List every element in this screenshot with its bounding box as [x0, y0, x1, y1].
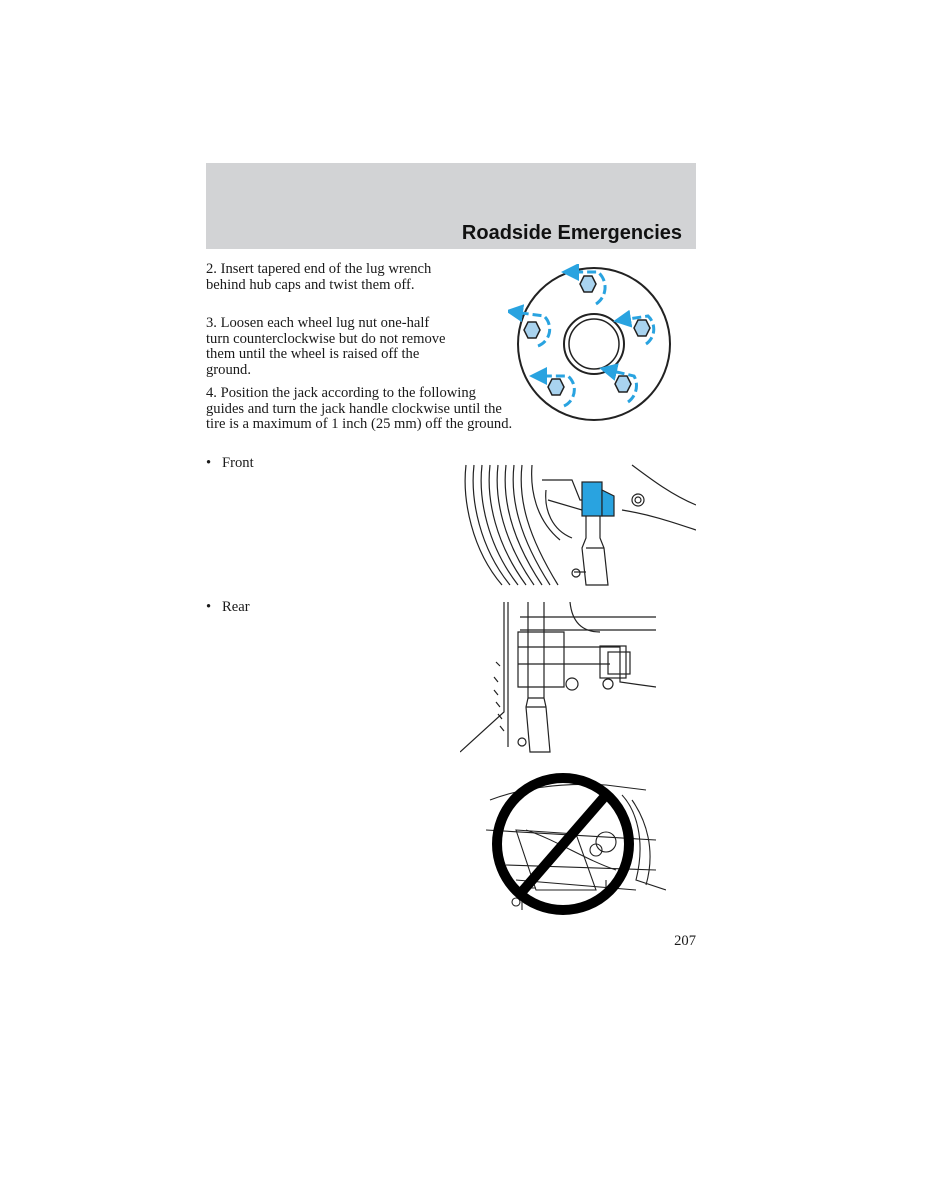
wheel-lug-nut-diagram	[508, 264, 678, 424]
section-header-band	[206, 163, 696, 249]
lug-nut-icon	[548, 379, 564, 395]
incorrect-jack-placement-diagram	[486, 770, 666, 920]
lug-nut-icon	[580, 276, 596, 292]
jack-saddle-highlight	[582, 482, 602, 516]
section-title: Roadside Emergencies	[461, 222, 682, 244]
bullet-rear	[206, 599, 250, 615]
bullet-symbol: •	[206, 599, 212, 615]
rear-jack-diagram	[460, 602, 656, 754]
bullet-label: Rear	[222, 599, 250, 615]
step-4-text: 4. Position the jack according to the following guides and turn the jack handle clockwise until the tire is a maximum of 1 inch (25 mm) off the ground.	[206, 385, 513, 433]
lug-nut-icon	[615, 376, 631, 392]
bullet-label: Front	[222, 455, 254, 471]
lug-nut-icon	[634, 320, 650, 336]
bullet-front	[206, 455, 254, 471]
bullet-symbol: •	[206, 455, 212, 471]
lug-nut-icon	[524, 322, 540, 338]
front-jack-diagram	[462, 460, 696, 590]
step-3-text: 3. Loosen each wheel lug nut one-half turn counterclockwise but do not remove them until the wheel is raised off the ground.	[206, 315, 446, 378]
step-2-text: 2. Insert tapered end of the lug wrench behind hub caps and twist them off.	[206, 261, 432, 293]
page-number: 207	[674, 933, 696, 949]
